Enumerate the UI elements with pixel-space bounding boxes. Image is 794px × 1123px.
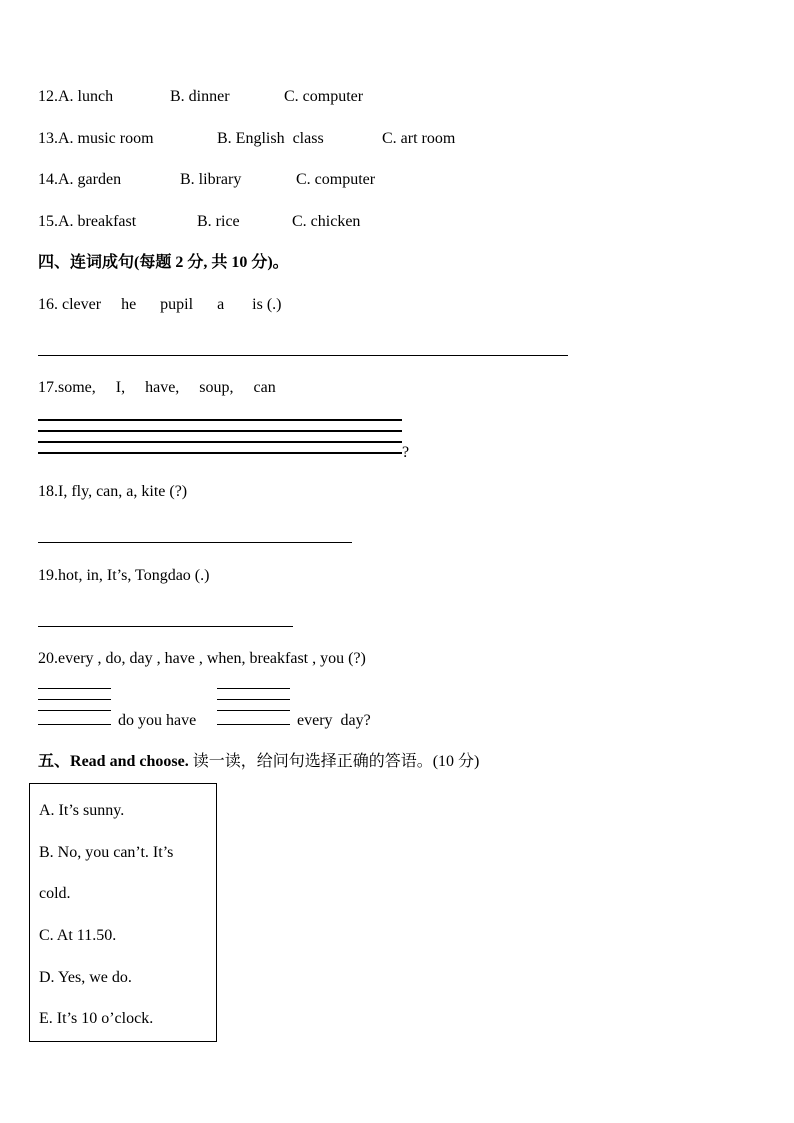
question-19 bbox=[38, 566, 209, 586]
answer-option: C. At 11.50. bbox=[39, 927, 117, 944]
question-number: 16. bbox=[38, 296, 58, 313]
question-18 bbox=[38, 482, 187, 502]
question-number: 17. bbox=[38, 379, 58, 396]
answer-option: D. Yes, we do. bbox=[39, 969, 132, 986]
answer-line bbox=[38, 710, 111, 711]
option-a: A. breakfast bbox=[58, 213, 137, 230]
heading-chinese: 读一读，给问句选择正确的答语。(10 分) bbox=[188, 753, 480, 770]
answer-option: B. No, you can’t. It’s bbox=[39, 844, 174, 861]
answer-line bbox=[38, 430, 402, 432]
option-b: B. library bbox=[180, 171, 242, 188]
question-mark: ? bbox=[402, 444, 410, 461]
answer-line bbox=[38, 699, 111, 700]
section-4-heading: 四、连词成句(每题 2 分, 共 10 分)。 bbox=[38, 254, 289, 271]
option-c: C. computer bbox=[284, 88, 364, 105]
question-number: 13. bbox=[38, 130, 58, 147]
answer-options-box bbox=[29, 783, 217, 1042]
question-number: 14. bbox=[38, 171, 58, 188]
option-a: A. garden bbox=[58, 171, 122, 188]
answer-line bbox=[38, 724, 111, 725]
question-number: 18. bbox=[38, 483, 58, 500]
question-number: 20. bbox=[38, 650, 58, 667]
question-20 bbox=[38, 649, 366, 669]
question-number: 15. bbox=[38, 213, 58, 230]
answer-line bbox=[217, 724, 290, 725]
word-list: some, I, have, soup, can bbox=[58, 379, 276, 396]
heading-prefix: 五、 bbox=[38, 753, 71, 770]
option-c: C. art room bbox=[382, 130, 456, 147]
option-a: A. music room bbox=[58, 130, 154, 147]
sentence-end: every day? bbox=[297, 712, 371, 729]
question-17 bbox=[38, 378, 276, 398]
answer-option-continued: cold. bbox=[39, 885, 71, 902]
answer-option: E. It’s 10 o’clock. bbox=[39, 1010, 154, 1027]
answer-line bbox=[38, 441, 402, 443]
option-c: C. computer bbox=[296, 171, 376, 188]
section-5-heading bbox=[38, 752, 479, 772]
answer-line bbox=[38, 355, 568, 356]
answer-line bbox=[217, 710, 290, 711]
word-list: every , do, day , have , when, breakfast , you (?) bbox=[58, 650, 366, 667]
answer-line bbox=[38, 542, 352, 543]
heading-english: Read and choose. bbox=[70, 753, 189, 770]
word-list: hot, in, It’s, Tongdao (.) bbox=[58, 567, 210, 584]
option-b: B. dinner bbox=[170, 88, 230, 105]
answer-line bbox=[217, 688, 290, 689]
word-list: I, fly, can, a, kite (?) bbox=[58, 483, 188, 500]
question-16 bbox=[38, 295, 282, 315]
answer-option: A. It’s sunny. bbox=[39, 802, 125, 819]
question-number: 19. bbox=[38, 567, 58, 584]
answer-line bbox=[38, 688, 111, 689]
option-a: A. lunch bbox=[58, 88, 114, 105]
answer-line bbox=[217, 699, 290, 700]
answer-line bbox=[38, 452, 402, 454]
question-number: 12. bbox=[38, 88, 58, 105]
word-list: clever he pupil a is (.) bbox=[62, 296, 282, 313]
option-c: C. chicken bbox=[292, 213, 361, 230]
answer-line bbox=[38, 626, 293, 627]
answer-line bbox=[38, 419, 402, 421]
option-b: B. English class bbox=[217, 130, 324, 147]
option-b: B. rice bbox=[197, 213, 240, 230]
sentence-middle: do you have bbox=[118, 712, 197, 729]
